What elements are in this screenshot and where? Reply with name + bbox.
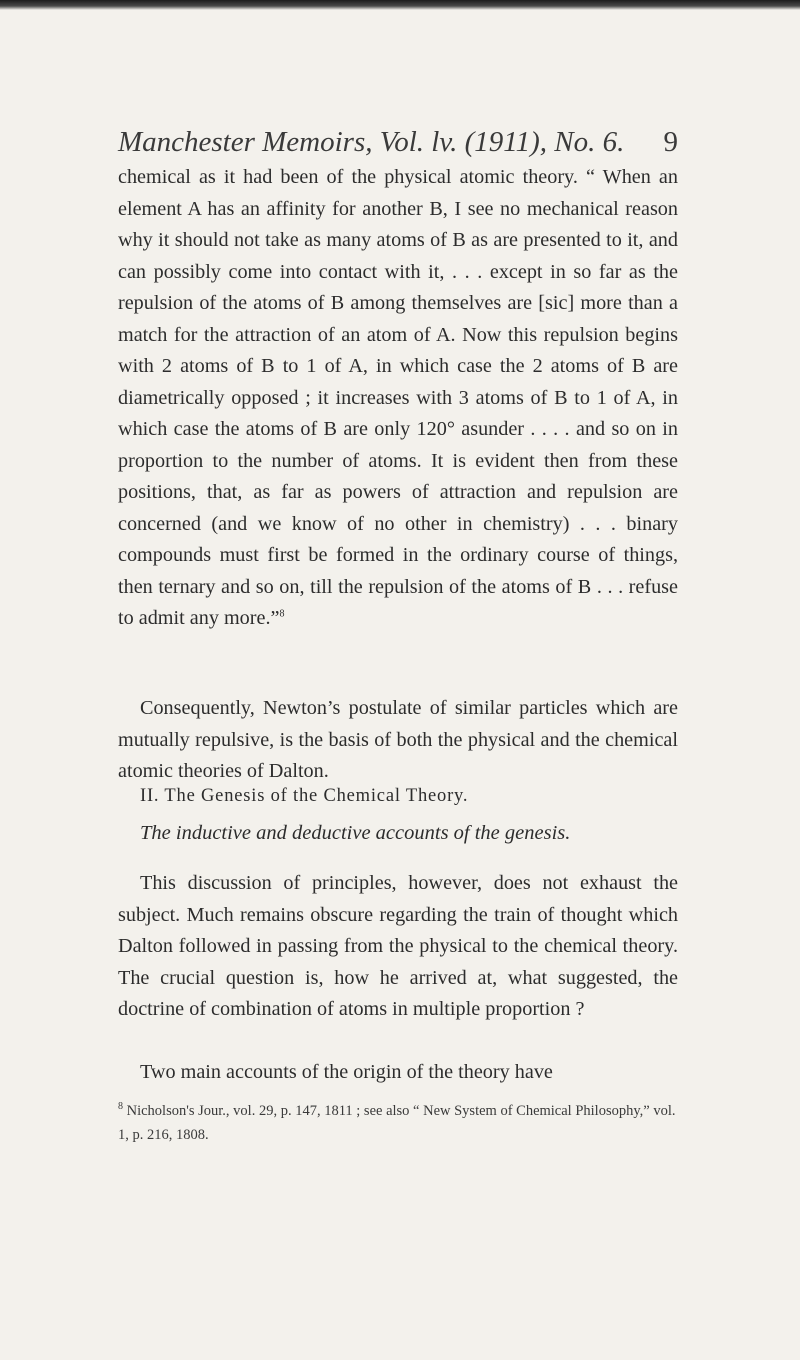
paragraph-accounts: Two main accounts of the origin of the theory have	[140, 1061, 553, 1083]
paragraph-discussion: This discussion of principles, however, does not exhaust the subject. Much remains obscure regarding the train of thought which Dalton followed in passing from the physical to the chemical theory. The crucial question is, how he arrived at, what suggested, the doctrine of combination of atoms in multiple proportion ?	[118, 872, 678, 1020]
running-header	[118, 126, 678, 166]
running-title: Manchester Memoirs, Vol. lv. (1911), No. 6.	[118, 126, 625, 158]
page-number: 9	[663, 126, 678, 158]
paragraph-1-text: chemical as it had been of the physical atomic theory. “ When an element A has an affinity for another B, I see no mechanical reason why it should not take as many atoms of B as are presented to it, and can possibly come into contact with it, . . . except in so far as the repulsion of the atoms of B among themselves are [sic] more than a match for the attraction of an atom of A. Now this repulsion begins with 2 atoms of B to 1 of A, in which case the 2 atoms of B are diametrically opposed ; it increases with 3 atoms of B to 1 of A, in which case the atoms of B are only 120° asunder . . . . and so on in proportion to the number of atoms. It is evident then from these positions, that, as far as powers of attraction and repulsion are concerned (and we know of no other in chemistry) . . . binary compounds must first be formed in the ordinary course of things, then ternary and so on, till the repulsion of the atoms of B . . . refuse to admit any more.”	[118, 166, 678, 629]
footnote	[118, 1099, 678, 1147]
footnote-text: Nicholson's Jour., vol. 29, p. 147, 1811 ; see also “ New System of Chemical Philosophy,” vol. 1, p. 216, 1808.	[118, 1103, 676, 1143]
section-heading: II. The Genesis of the Chemical Theory.	[140, 786, 469, 806]
footnote-reference: 8	[279, 608, 285, 620]
paragraph-quotation	[118, 162, 678, 635]
page-top-edge	[0, 0, 800, 10]
sub-heading: The inductive and deductive accounts of the genesis.	[140, 822, 571, 844]
footnote-marker: 8	[118, 1101, 123, 1113]
paragraph-conclusion: Consequently, Newton’s postulate of similar particles which are mutually repulsive, is the basis of both the physical and the chemical atomic theories of Dalton.	[118, 697, 678, 782]
